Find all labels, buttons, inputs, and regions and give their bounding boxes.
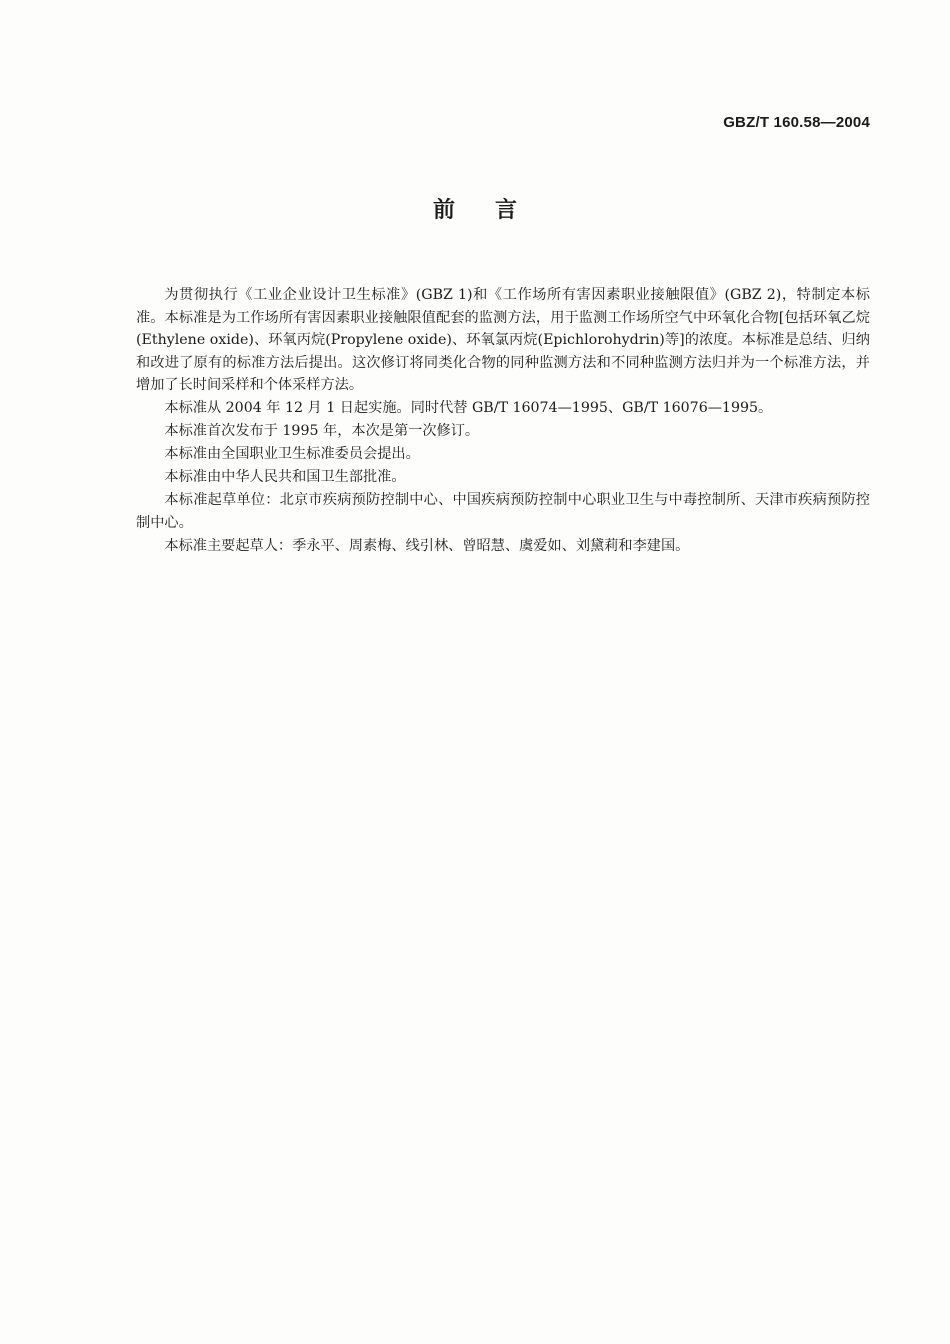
foreword-body [136, 284, 870, 558]
paragraph-drafting-units: 本标准起草单位：北京市疾病预防控制中心、中国疾病预防控制中心职业卫生与中毒控制所、天津市疾病预防控制中心。 [136, 492, 870, 531]
paragraph-first-release: 本标准首次发布于 1995 年，本次是第一次修订。 [164, 423, 480, 439]
paragraph-purpose: 为贯彻执行《工业企业设计卫生标准》(GBZ 1)和《工作场所有害因素职业接触限值》(GBZ 2)，特制定本标准。本标准是为工作场所有害因素职业接触限值配套的监测方法，用于监测工作场所空气中环氧化合物[包括环氧乙烷(Ethylene oxide)、环氧丙烷(Propylene oxide)、环氧氯丙烷(Epichlorohydrin)等]的浓度。本标准是总结、归纳和改进了原有的标准方法后提出。这次修订将同类化合物的同种监测方法和不同种监测方法归并为一个标准方法，并增加了长时间采样和个体采样方法。 [136, 287, 870, 393]
paragraph-drafters: 本标准主要起草人：季永平、周素梅、线引林、曾昭慧、虞爱如、刘黛莉和李建国。 [164, 537, 690, 554]
paragraph-approved-by: 本标准由中华人民共和国卫生部批准。 [164, 469, 406, 485]
paragraph-effective-date: 本标准从 2004 年 12 月 1 日起实施。同时代替 GB/T 16074—1995、GB/T 16076—1995。 [164, 400, 773, 416]
page-title: 前言 [432, 198, 557, 223]
paragraph-proposed-by: 本标准由全国职业卫生标准委员会提出。 [164, 446, 420, 462]
standard-code: GBZ/T 160.58—2004 [723, 114, 870, 131]
